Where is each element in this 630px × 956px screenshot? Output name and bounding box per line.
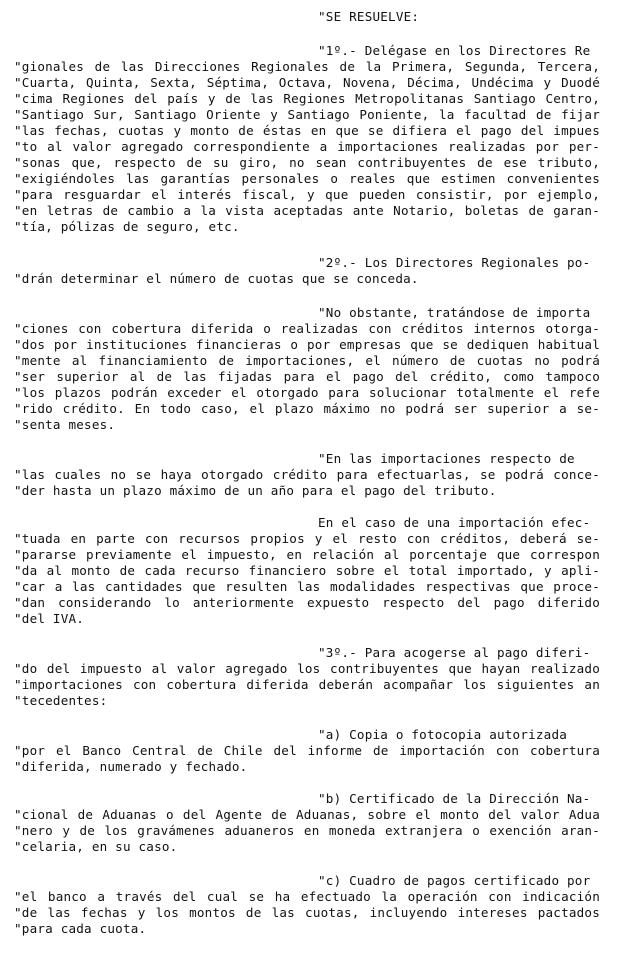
item-b-line: "celaria, en su caso. [14,839,178,854]
item-a-line: "por el Banco Central de Chile del informe de importación con cobertura [14,743,600,758]
clause-3-line: "importaciones con cobertura diferida deberán acompañar los siguientes an [14,677,600,692]
clause-1-line: "gionales de las Direcciones Regionales de la Primera, Segunda, Tercera, [14,59,600,74]
clause-3-line: "3º.- Para acogerse al pago diferi- [318,645,591,660]
paragraph-no-obstante-line: "rido crédito. En todo caso, el plazo máximo no podrá ser superior a se- [14,401,600,416]
clause-3-line: "tecedentes: [14,693,108,708]
clause-1-line: "para resguardar el interés fiscal, y que pueden consistir, por ejemplo, [14,187,600,202]
paragraph-caso-line: "pararse previamente el impuesto, en relación al porcentaje que correspon [14,547,600,562]
clause-1-line: "Santiago Sur, Santiago Oriente y Santiago Poniente, la facultad de fijar [14,107,600,122]
clause-2-line: "drán determinar el número de cuotas que se conceda. [14,271,419,286]
paragraph-no-obstante-line: "ciones con cobertura diferida o realizadas con créditos internos otorga- [14,321,600,336]
clause-1-line: "to al valor agregado correspondiente a importaciones realizadas por per- [14,139,600,154]
paragraph-no-obstante-line: "No obstante, tratándose de importa [318,305,591,320]
paragraph-caso-line: "car a las cantidades que resulten las modalidades respectivas que proce- [14,579,600,594]
paragraph-importaciones-line: "der hasta un plazo máximo de un año para el pago del tributo. [14,483,497,498]
item-c-line: "el banco a través del cual se ha efectuado la operación con indicación [14,889,600,904]
clause-2-line: "2º.- Los Directores Regionales po- [318,255,591,270]
paragraph-caso-line: "del IVA. [14,611,85,626]
clause-3-line: "do del impuesto al valor agregado los contribuyentes que hayan realizado [14,661,600,676]
paragraph-caso-line: "da al monto de cada recurso financiero sobre el total importado, y apli- [14,563,600,578]
paragraph-no-obstante-line: "mente al financiamiento de importaciones, el número de cuotas no podrá [14,353,600,368]
item-c-line: "de las fechas y los montos de las cuotas, incluyendo intereses pactados [14,905,600,920]
paragraph-importaciones-line: "las cuales no se haya otorgado crédito para efectuarlas, se podrá conce- [14,467,600,482]
item-b-line: "cional de Aduanas o del Agente de Aduanas, sobre el monto del valor Adua [14,807,600,822]
paragraph-no-obstante-line: "ser superior al de las fijadas para el pago del crédito, como tampoco [14,369,600,384]
clause-1-line: "sonas que, respecto de su giro, no sean contribuyentes de ese tributo, [14,155,600,170]
clause-1-line: "en letras de cambio a la vista aceptadas ante Notario, boletas de garan- [14,203,600,218]
clause-1-line: "cima Regiones del país y de las Regiones Metropolitanas Santiago Centro, [14,91,600,106]
paragraph-no-obstante-line: "senta meses. [14,417,116,432]
paragraph-importaciones-line: "En las importaciones respecto de [318,451,575,466]
item-c-line: "para cada cuota. [14,921,147,936]
clause-1-line: "Cuarta, Quinta, Sexta, Séptima, Octava, Novena, Décima, Undécima y Duodé [14,75,600,90]
item-b-line: "b) Certificado de la Dirección Na- [318,791,591,806]
clause-1-line: "1º.- Delégase en los Directores Re [318,43,591,58]
item-a-line: "diferida, numerado y fechado. [14,759,248,774]
clause-1-line: "exigiéndoles las garantías personales o reales que estimen convenientes [14,171,600,186]
paragraph-caso-line: En el caso de una importación efec- [318,515,591,530]
item-c-line: "c) Cuadro de pagos certificado por [318,873,591,888]
clause-1-line: "las fechas, cuotas y monto de éstas en que se difiera el pago del impues [14,123,600,138]
item-b-line: "nero y de los gravámenes aduaneros en moneda extranjera o exención aran- [14,823,600,838]
heading-se-resuelve: "SE RESUELVE: [318,9,420,24]
clause-1-line: "tía, pólizas de seguro, etc. [14,219,240,234]
paragraph-caso-line: "dan considerando lo anteriormente expuesto respecto del pago diferido [14,595,600,610]
paragraph-no-obstante-line: "los plazos podrán exceder el otorgado para solucionar totalmente el refe [14,385,600,400]
paragraph-caso-line: "tuada en parte con recursos propios y el resto con créditos, deberá se- [14,531,600,546]
paragraph-no-obstante-line: "dos por instituciones financieras o por empresas que se dediquen habitual [14,337,600,352]
item-a-line: "a) Copia o fotocopia autorizada [318,727,568,742]
